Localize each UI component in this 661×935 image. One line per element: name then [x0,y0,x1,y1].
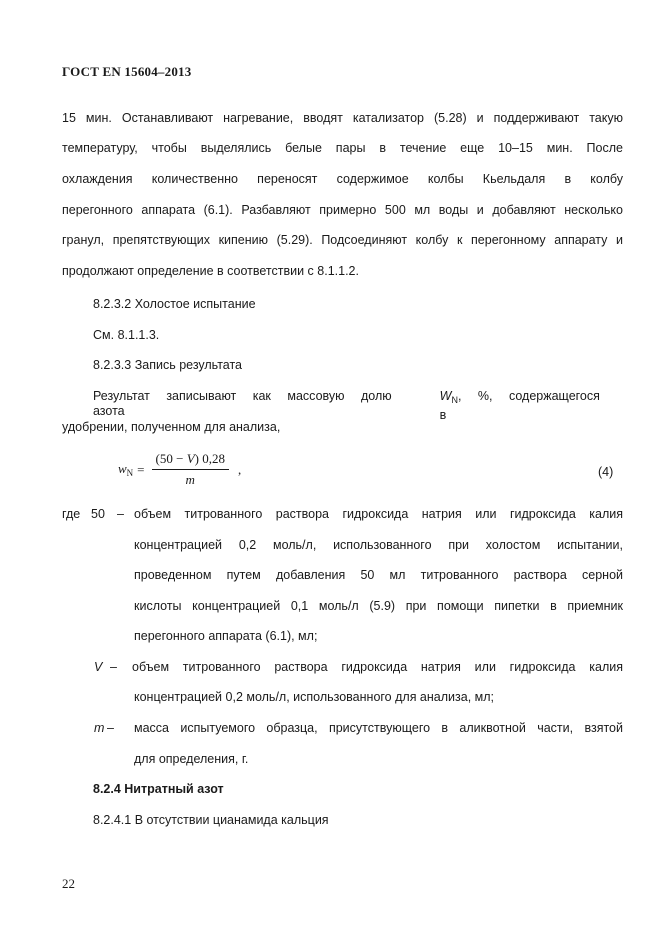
definition-line: концентрацией 0,2 моль/л, использованного при холостом испытании, [134,538,623,552]
formula-equals: = [137,461,145,477]
definition-dash: – [110,660,117,674]
paragraph-line: температуру, чтобы выделялись белые пары в течение еще 10–15 мин. После [62,141,623,155]
paragraph-line: 15 мин. Останавливают нагревание, вводят катализатор (5.28) и поддерживают такую [62,111,623,125]
definition-line: перегонного аппарата (6.1), мл; [134,629,318,643]
definition-v [94,660,623,675]
equation-number: (4) [598,465,614,479]
paragraph-line: гранул, препятствующих кипению (5.29). Подсоединяют колбу к перегонному аппарату и [62,233,623,247]
definition-line: концентрацией 0,2 моль/л, использованного для анализа, мл; [134,690,495,704]
formula-4 [118,451,241,488]
definition-dash: – [117,507,124,521]
formula-denominator: m [185,472,195,487]
section-heading-8233: 8.2.3.3 Запись результата [93,358,243,372]
definition-symbol: m [94,721,105,735]
result-sentence [93,389,623,423]
definition-symbol: V [94,660,103,674]
definition-text: масса испытуемого образца, присутствующего в аликвотной части, взятой [134,721,623,735]
section-text-8232: См. 8.1.1.3. [93,328,160,342]
definition-50 [62,507,623,522]
formula-lhs: $w_N$ [118,461,134,478]
document-header: ГОСТ EN 15604–2013 [62,64,192,79]
section-heading-824: 8.2.4 Нитратный азот [93,782,224,796]
definition-line: кислоты концентрацией 0,1 моль/л (5.9) при помощи пипетки в приемник [134,599,623,613]
formula-trailing: , [237,461,242,477]
definition-m [94,721,623,736]
section-heading-8232: 8.2.3.2 Холостое испытание [93,297,256,311]
definition-text: объем титрованного раствора гидроксида натрия или гидроксида калия [132,660,623,674]
paragraph-line: продолжают определение в соответствии с 8.1.1.2. [62,264,359,278]
definition-line: проведенном путем добавления 50 мл титрованного раствора серной [134,568,623,582]
formula-numerator: (50 − V) 0,28 [152,451,229,470]
formula-fraction [152,451,229,488]
result-symbol: $W_N$, %, содержащегося в [439,389,600,422]
definition-line: для определения, г. [134,752,249,766]
where-label: где [62,507,81,521]
page-number: 22 [62,876,75,891]
definition-dash: – [107,721,114,735]
section-heading-8241: 8.2.4.1 В отсутствии цианамида кальция [93,813,329,827]
definition-symbol: 50 [91,507,105,521]
paragraph-line: перегонного аппарата (6.1). Разбавляют примерно 500 мл воды и добавляют несколько [62,203,623,217]
result-sentence-end: удобрении, полученном для анализа, [62,420,281,434]
definition-text: объем титрованного раствора гидроксида натрия или гидроксида калия [134,507,623,521]
result-text-before: Результат записывают как массовую долю азота [93,389,392,418]
paragraph-line: охлаждения количественно переносят содержимое колбы Кьельдаля в колбу [62,172,623,186]
